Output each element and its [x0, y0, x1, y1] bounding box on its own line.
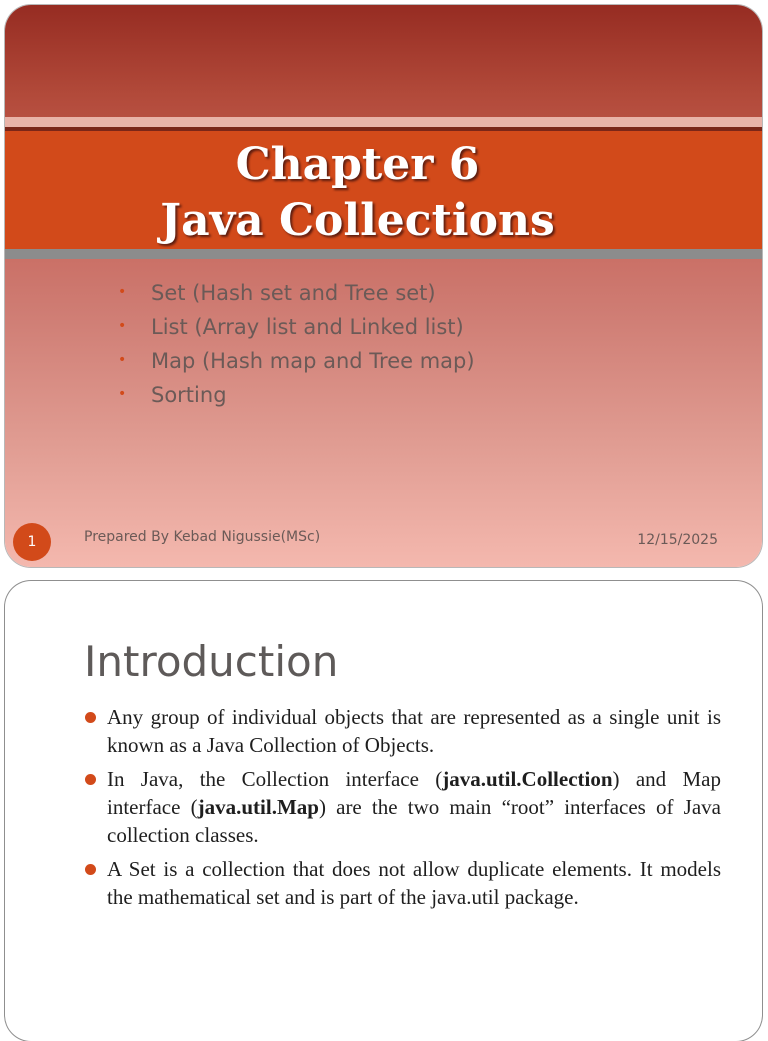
- topic-list: [113, 277, 475, 413]
- topic-item: [113, 345, 475, 379]
- title-slide: [5, 5, 762, 567]
- bullet-icon: [85, 712, 96, 723]
- topic-item-label: Set (Hash set and Tree set): [151, 281, 436, 305]
- title-band-bottom-stripe: [5, 249, 762, 259]
- footer-author: Prepared By Kebad Nigussie(MSc): [84, 529, 321, 545]
- topic-item-label: Sorting: [151, 383, 227, 407]
- bullet-icon: •: [118, 318, 127, 334]
- bullet-icon: [85, 774, 96, 785]
- introduction-item-text: Any group of individual objects that are represented as a single unit is known as a Java Collection of Objects.: [107, 705, 721, 757]
- bullet-icon: •: [118, 352, 127, 368]
- topic-item-label: Map (Hash map and Tree map): [151, 349, 475, 373]
- introduction-slide: [5, 581, 762, 1041]
- footer-date: 12/15/2025: [637, 532, 718, 548]
- introduction-title: Introduction: [84, 637, 339, 686]
- bullet-icon: •: [118, 284, 127, 300]
- text-segment: In Java, the Collection interface (: [107, 767, 443, 791]
- topic-item: [113, 379, 475, 413]
- bullet-icon: •: [118, 386, 127, 402]
- title-band-top-stripe: [5, 117, 762, 127]
- introduction-item-text: A Set is a collection that does not allow duplicate elements. It models the mathematical set and is part of the java.util package.: [107, 857, 721, 909]
- slide-title: [5, 137, 762, 249]
- bullet-icon: [85, 864, 96, 875]
- text-segment: ) are the two main “root” interfaces of Java collection classes.: [107, 795, 721, 847]
- introduction-list: [85, 703, 721, 917]
- topic-item: [113, 277, 475, 311]
- introduction-item: [85, 703, 721, 759]
- topic-item-label: List (Array list and Linked list): [151, 315, 464, 339]
- code-term: java.util.Collection: [442, 767, 613, 791]
- introduction-item: [85, 855, 721, 911]
- introduction-item-text: [107, 767, 721, 847]
- slide-title-line-2: Java Collections: [160, 195, 555, 246]
- topic-item: [113, 311, 475, 345]
- slide-number-badge: 1: [13, 523, 51, 561]
- text-segment: ) and Map interface (: [107, 767, 721, 819]
- introduction-item: [85, 765, 721, 849]
- code-term: java.util.Map: [197, 795, 319, 819]
- slide-title-line-1: Chapter 6: [235, 139, 480, 190]
